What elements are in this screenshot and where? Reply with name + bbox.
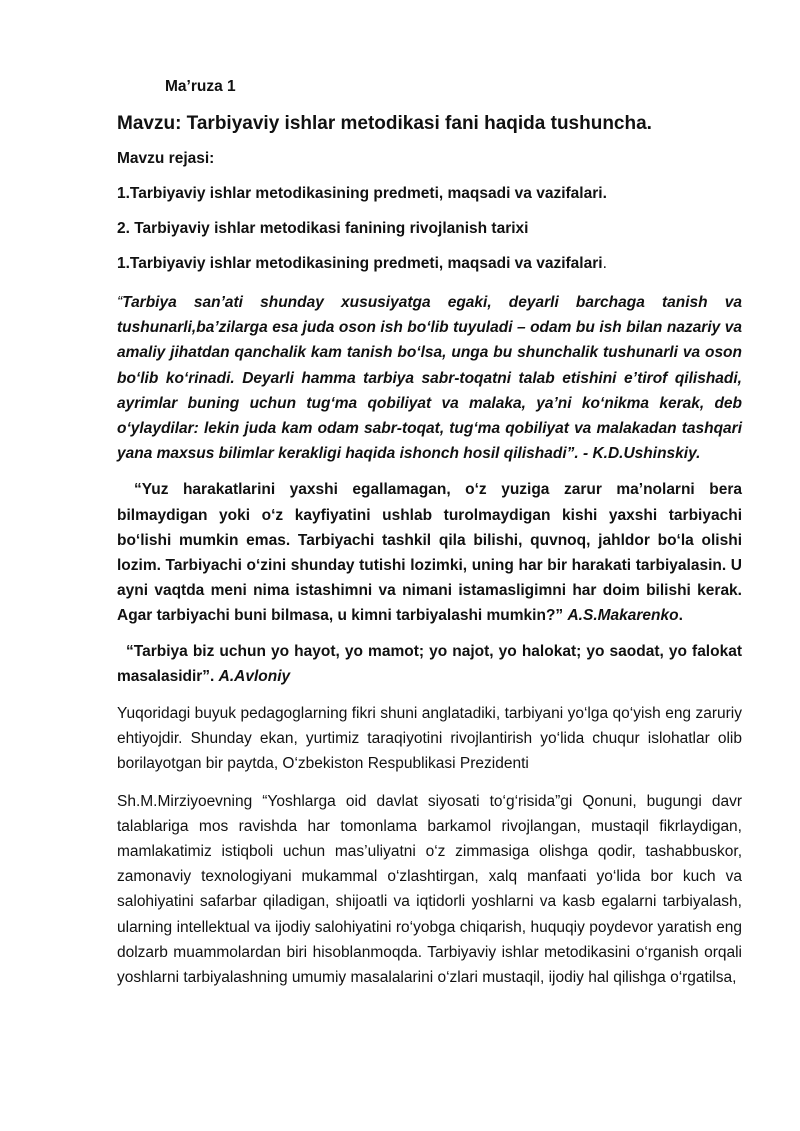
quote-avloniy-text: “Tarbiya biz uchun yo hayot, yo mamot; yo najot, yo halokat; yo saodat, yo falokat masalasidir”. [117, 642, 742, 685]
quote-makarenko-text: “Yuz harakatlarini yaxshi egallamagan, o‘z yuziga zarur ma’nolarni bera bilmaydigan yoki o‘z kayfiyatini ushlab turolmaydigan kishi yaxshi tarbiyachi bo‘lishi mumkin emas. Tarbiyachi tashkil qila bilishi, quvnoq, jahldor bo‘la olishi lozim. Tarbiyachi o‘zini shunday tutishi lozimki, uning har bir harakati tarbiyalasin. U ayni vaqtda meni nima istashimni va nimani istamasligimni har doim bilishi kerak. Agar tarbiyachi buni bilmasa, u kimni tarbiyalashi mumkin?” [117, 481, 742, 625]
plan-item-1: 1.Tarbiyaviy ishlar metodikasining predmeti, maqsadi va vazifalari. [117, 185, 607, 202]
body-paragraph-1: Yuqoridagi buyuk pedagoglarning fikri shuni anglatadiki, tarbiyani yo‘lga qo‘yish eng zaruriy ehtiyojdir. Shunday ekan, yurtimiz taraqiyotini rivojlantirish yo‘lida chuqur islohatlar olib borilayotgan bir paytda, O‘zbekiston Respublikasi Prezidenti [117, 705, 742, 773]
quote-makarenko [117, 477, 742, 628]
quote-makarenko-author: A.S.Makarenko [567, 607, 679, 625]
section-heading [117, 255, 742, 273]
plan-item-2: 2. Tarbiyaviy ishlar metodikasi fanining rivojlanish tarixi [117, 220, 529, 237]
section-heading-period: . [602, 255, 607, 272]
lecture-number: Ma’ruza 1 [165, 78, 236, 95]
body-paragraph-2: Sh.M.Mirziyoevning “Yoshlarga oid davlat siyosati to‘g‘risida”gi Qonuni, bugungi davr talablariga mos ravishda har tomonlama barkamol rivojlangan, mustaqil fikrlaydigan, mamlakatimiz istiqboli uchun mas’uliyatni o‘z zimmasiga olishga qodir, tashabbuskor, zamonaviy texnologiyani mukammal o‘zlashtirgan, xalq manfaati yo‘lida bor kuch va salohiyatini safarbar qiladigan, shijoatli va iqtidorli yoshlarni va kasb egalarni tarbiyalash, ularning intellektual va ijodiy salohiyatini ro‘yobga chiqarish, huquqiy poydevor yaratish eng dolzarb muammolardan biri hisoblanmoqda. Tarbiyaviy ishlar metodikasini o‘rganish orqali yoshlarni tarbiyalashning umumiy masalalarini o‘zlari mustaqil, ijodiy hal qilishga o‘rgatilsa, [117, 792, 742, 987]
plan-heading: Mavzu rejasi: [117, 150, 215, 167]
quote-open-mark: “ [117, 294, 123, 311]
quote-avloniy-author: A.Avloniy [218, 667, 291, 685]
quote-ushinsky-text: Tarbiya san’ati shunday xususiyatga egaki, deyarli barchaga tanish va tushunarli,ba’zilarga esa juda oson ish bo‘lib tuyuladi – odam bu ish bilan nazariy va amaliy jihatdan qanchalik kam tanish bo‘lsa, unga bu shunchalik tushunarli va oson bo‘lib ko‘rinadi. Deyarli hamma tarbiya sabr-toqatni talab etishini e’tirof qilishadi, ayrimlar buning uchun tug‘ma qobiliyat va malaka, ya’ni ko‘nikma kerak, deb o‘ylaydilar: lekin juda kam odam sabr-toqat, tug‘ma qobiliyat va malakadan tashqari yana maxsus bilimlar kerakligi haqida ishonch hosil qilishadi”. - K.D.Ushinskiy. [117, 294, 742, 463]
topic-title: Mavzu: Tarbiyaviy ishlar metodikasi fani haqida tushuncha. [117, 113, 652, 134]
quote-makarenko-period: . [678, 607, 683, 625]
quote-avloniy [117, 639, 742, 689]
quote-ushinsky [117, 290, 742, 466]
section-heading-text: 1.Tarbiyaviy ishlar metodikasining predmeti, maqsadi va vazifalari [117, 255, 603, 272]
